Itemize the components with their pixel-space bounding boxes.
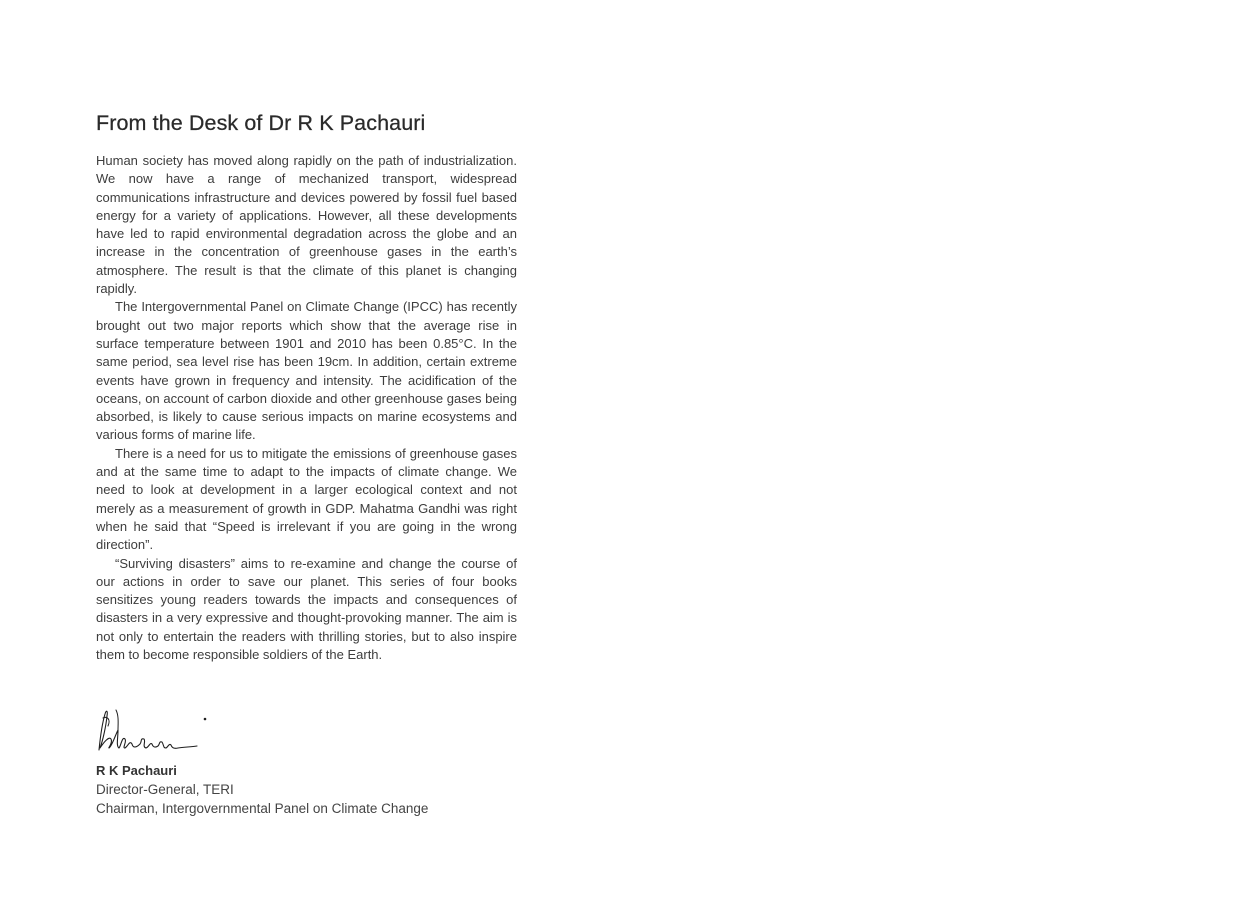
signatory-block bbox=[96, 761, 428, 818]
signatory-name: R K Pachauri bbox=[96, 763, 177, 778]
signatory-role-director: Director-General, TERI bbox=[96, 782, 234, 797]
page-title: From the Desk of Dr R K Pachauri bbox=[96, 111, 426, 135]
letter-body bbox=[96, 152, 517, 664]
signature-icon bbox=[96, 706, 212, 756]
paragraph-1: Human society has moved along rapidly on the path of industrialization. We now have a range of mechanized transport, widespread communications infrastructure and devices powered by fossil fuel based energy for a variety of applications. However, all these developments have led to rapid environmental degradation across the globe and an increase in the concentration of greenhouse gases in the earth’s atmosphere. The result is that the climate of this planet is changing rapidly. bbox=[96, 153, 517, 297]
signatory-role-chairman: Chairman, Intergovernmental Panel on Climate Change bbox=[96, 801, 429, 816]
paragraph-4: “Surviving disasters” aims to re-examine and change the course of our actions in order to save our planet. This series of four books sensitizes young readers towards the impacts and consequences of disasters in a very expressive and thought-provoking manner. The aim is not only to entertain the readers with thrilling stories, but to also inspire them to become responsible soldiers of the Earth. bbox=[96, 555, 517, 663]
paragraph-3: There is a need for us to mitigate the emissions of greenhouse gases and at the same time to adapt to the impacts of climate change. We need to look at development in a larger ecological context and not merely as a measurement of growth in GDP. Mahatma Gandhi was right when he said that “Speed is irrelevant if you are going in the wrong direction”. bbox=[96, 445, 517, 553]
paragraph-2: The Intergovernmental Panel on Climate Change (IPCC) has recently brought out two major reports which show that the average rise in surface temperature between 1901 and 2010 has been 0.85°C. In the same period, sea level rise has been 19cm. In addition, certain extreme events have grown in frequency and intensity. The acidification of the oceans, on account of carbon dioxide and other greenhouse gases being absorbed, is likely to cause serious impacts on marine ecosystems and various forms of marine life. bbox=[96, 299, 517, 443]
letter-column bbox=[96, 108, 517, 664]
